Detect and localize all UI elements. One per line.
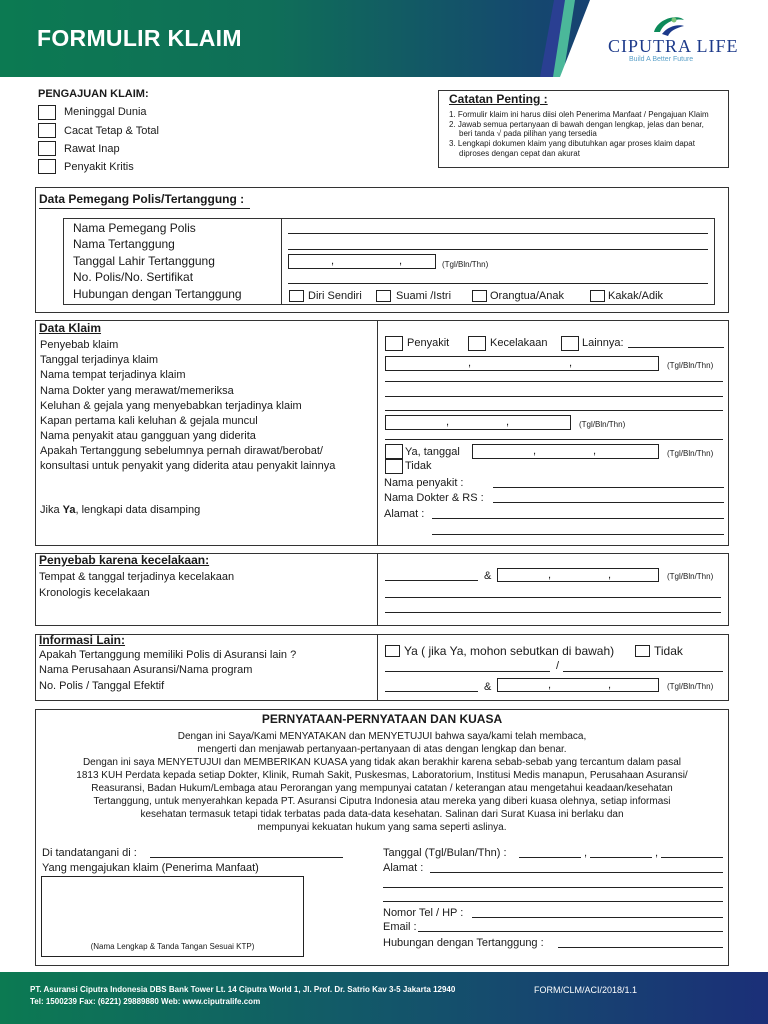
program-name-input[interactable] bbox=[563, 671, 723, 672]
phone-label: Nomor Tel / HP : bbox=[383, 907, 464, 919]
checkbox-penyakit-kritis[interactable] bbox=[38, 159, 56, 174]
statement-line: Tertanggung, untuk menyerahkan kepada PT. Asuransi Ciputra Indonesia atau mereka yang diberi kuasa olehnya, setiap informasi bbox=[93, 796, 671, 807]
date-hint: (Tgl/Bln/Thn) bbox=[667, 449, 714, 458]
signed-at-label: Di tandatangani di : bbox=[42, 847, 137, 859]
option-label: Meninggal Dunia bbox=[64, 106, 147, 118]
field-label: Nama Pemegang Polis bbox=[73, 221, 196, 235]
sign-month-input[interactable] bbox=[590, 857, 652, 858]
submitted-by-label: Yang mengajukan klaim (Penerima Manfaat) bbox=[42, 862, 259, 874]
comma: , bbox=[655, 847, 659, 859]
no-label: Tidak bbox=[654, 644, 683, 658]
claim-field-label: Keluhan & gejala yang menyebabkan terjadinya klaim bbox=[40, 400, 302, 412]
accident-field-label: Kronologis kecelakaan bbox=[39, 587, 150, 599]
yes-date-label: Ya, tanggal bbox=[405, 446, 460, 458]
logo-tagline: Build A Better Future bbox=[629, 56, 694, 63]
date-hint: (Tgl/Bln/Thn) bbox=[667, 361, 714, 370]
checkbox-other-policy-no[interactable] bbox=[635, 645, 650, 657]
statement-line: mengerti dan menjawab pertanyaan-pertanyaan di atas dengan lengkap dan benar. bbox=[197, 744, 567, 755]
claim-field-label: Nama tempat terjadinya klaim bbox=[40, 369, 186, 381]
statement-line: Dengan ini saya MENYETUJUI dan MEMBERIKAN KUASA yang tidak akan berakhir karena sebab-sebab yang tercantum dalam pasal bbox=[82, 757, 682, 768]
disease-name-label: Nama penyakit : bbox=[384, 477, 464, 489]
insurer-name-input[interactable] bbox=[385, 671, 550, 672]
field-label: Hubungan dengan Tertanggung bbox=[73, 287, 242, 301]
notes-title: Catatan Penting : bbox=[449, 92, 548, 106]
divider bbox=[377, 320, 378, 546]
amp: & bbox=[484, 681, 492, 693]
insured-name-input[interactable] bbox=[288, 249, 708, 250]
claim-place-input[interactable] bbox=[385, 381, 723, 382]
ciputra-logo-icon bbox=[648, 12, 688, 38]
doctor-rs-label: Nama Dokter & RS : bbox=[384, 492, 484, 504]
effective-date-input[interactable]: , , bbox=[497, 678, 659, 692]
claim-note: Jika Ya, lengkapi data disamping bbox=[40, 504, 201, 516]
accident-heading: Penyebab karena kecelakaan: bbox=[39, 553, 210, 567]
claim-field-label: Tanggal terjadinya klaim bbox=[40, 354, 159, 366]
claim-field-label: Nama Dokter yang merawat/memeriksa bbox=[40, 385, 234, 397]
cause-other-input[interactable] bbox=[628, 347, 724, 348]
checkbox-cause-accident[interactable] bbox=[468, 336, 486, 351]
checkbox-self[interactable] bbox=[289, 290, 304, 302]
relation-input[interactable] bbox=[558, 947, 723, 948]
signed-at-input[interactable] bbox=[150, 857, 343, 858]
checkbox-cacat-tetap[interactable] bbox=[38, 123, 56, 138]
cause-label: Lainnya: bbox=[582, 337, 624, 349]
policy-holder-name-input[interactable] bbox=[288, 233, 708, 234]
note-item: 1. Formulir klaim ini harus diisi oleh Penerima Manfaat / Pengajuan Klaim bbox=[449, 110, 709, 119]
footer-contact: Tel: 1500239 Fax: (6221) 29889880 Web: www.ciputralife.com bbox=[30, 997, 261, 1006]
option-label: Cacat Tetap & Total bbox=[64, 125, 159, 137]
sign-day-input[interactable] bbox=[519, 857, 581, 858]
statement-line: kesehatan termasuk tetapi tidak terbatas pada data-data kesehatan. Salinan dari Surat Kuasa ini berlaku dan bbox=[140, 809, 624, 820]
symptoms-input[interactable] bbox=[385, 410, 723, 411]
prior-treatment-date-input[interactable]: , , bbox=[472, 444, 659, 459]
note-item: diproses dengan cepat dan akurat bbox=[459, 149, 580, 158]
policy-heading: Data Pemegang Polis/Tertanggung : bbox=[39, 192, 245, 206]
claim-field-label: Kapan pertama kali keluhan & gejala muncul bbox=[40, 415, 258, 427]
checkbox-rawat-inap[interactable] bbox=[38, 141, 56, 156]
other-field-label: No. Polis / Tanggal Efektif bbox=[39, 680, 165, 692]
statement-title: PERNYATAAN-PERNYATAAN DAN KUASA bbox=[261, 712, 503, 726]
phone-input[interactable] bbox=[472, 917, 723, 918]
address-input-2[interactable] bbox=[383, 887, 723, 888]
claim-field-label: Apakah Tertanggung sebelumnya pernah dirawat/berobat/ bbox=[40, 445, 323, 457]
address-input-3[interactable] bbox=[383, 901, 723, 902]
disease-name-input[interactable] bbox=[385, 439, 723, 440]
relation-label: Hubungan dengan Tertanggung : bbox=[383, 937, 544, 949]
other-field-label: Apakah Tertanggung memiliki Polis di Asuransi lain ? bbox=[39, 649, 297, 661]
prior-address-input-2[interactable] bbox=[432, 534, 724, 535]
note-item: 2. Jawab semua pertanyaan di bawah dengan lengkap, jelas dan benar, bbox=[449, 120, 704, 129]
claim-field-label: Penyebab klaim bbox=[40, 339, 119, 351]
divider bbox=[377, 634, 378, 701]
relation-label: Suami /Istri bbox=[396, 290, 452, 302]
form-code: FORM/CLM/ACI/2018/1.1 bbox=[534, 985, 638, 995]
logo-wordmark: CIPUTRA LIFE bbox=[608, 36, 739, 56]
sign-year-input[interactable] bbox=[661, 857, 723, 858]
date-hint: (Tgl/Bln/Thn) bbox=[442, 260, 489, 269]
divider bbox=[377, 553, 378, 626]
accident-place-input[interactable] bbox=[385, 580, 478, 581]
checkbox-parent-child[interactable] bbox=[472, 290, 487, 302]
signature-box[interactable] bbox=[41, 876, 304, 957]
field-label: Nama Tertanggung bbox=[73, 237, 175, 251]
statement-line: Reasuransi, Badan Hukum/Lembaga atau Perorangan yang mempunyai catatan / keterangan atau mengetahui keadaan/kesehatan bbox=[91, 783, 673, 794]
accident-date-input[interactable]: , , bbox=[497, 568, 659, 582]
no-label: Tidak bbox=[405, 460, 432, 472]
prior-address-input[interactable] bbox=[432, 518, 724, 519]
address-label: Alamat : bbox=[384, 508, 425, 520]
claim-field-label: konsultasi untuk penyakit yang diderita atau penyakit lainnya bbox=[40, 460, 336, 472]
checkbox-prior-treatment-no[interactable] bbox=[385, 459, 403, 474]
relation-label: Kakak/Adik bbox=[608, 290, 664, 302]
option-label: Rawat Inap bbox=[64, 143, 120, 155]
address-label: Alamat : bbox=[383, 862, 424, 874]
checkbox-spouse[interactable] bbox=[376, 290, 391, 302]
date-hint: (Tgl/Bln/Thn) bbox=[667, 682, 714, 691]
prior-doctor-input[interactable] bbox=[493, 502, 724, 503]
statement-line: 1813 KUH Perdata kepada setiap Dokter, Klinik, Rumah Sakit, Puskesmas, Laboratorium, Institusi Medis manapun, Perusahaan Asuransi/ bbox=[76, 770, 688, 781]
relation-label: Diri Sendiri bbox=[308, 290, 362, 302]
cause-label: Penyakit bbox=[407, 337, 450, 349]
policy-number-input[interactable] bbox=[288, 283, 708, 284]
claim-field-label: Nama penyakit atau gangguan yang diderita bbox=[40, 430, 256, 442]
submission-heading: PENGAJUAN KLAIM: bbox=[38, 88, 149, 100]
checkbox-other-policy-yes[interactable] bbox=[385, 645, 400, 657]
chronology-input-2[interactable] bbox=[385, 612, 721, 613]
claim-heading: Data Klaim bbox=[39, 321, 102, 335]
slash: / bbox=[556, 660, 560, 672]
checkbox-prior-treatment-yes[interactable] bbox=[385, 444, 403, 459]
field-label: Tanggal Lahir Tertanggung bbox=[73, 254, 215, 268]
chronology-input[interactable] bbox=[385, 597, 721, 598]
heading-underline bbox=[39, 208, 250, 209]
date-hint: (Tgl/Bln/Thn) bbox=[579, 420, 626, 429]
amp: & bbox=[484, 570, 492, 582]
note-item: 3. Lengkapi dokumen klaim yang dibutuhkan agar proses klaim dapat bbox=[449, 139, 695, 148]
yes-label: Ya ( jika Ya, mohon sebutkan di bawah) bbox=[404, 644, 615, 658]
claim-date-input[interactable]: , , bbox=[385, 356, 659, 371]
signature-caption: (Nama Lengkap & Tanda Tangan Sesuai KTP) bbox=[90, 942, 255, 951]
comma: , bbox=[584, 847, 588, 859]
statement-line: Dengan ini Saya/Kami MENYATAKAN dan MENYETUJUI bahwa saya/kami telah membaca, bbox=[177, 731, 587, 742]
date-hint: (Tgl/Bln/Thn) bbox=[667, 572, 714, 581]
note-item: beri tanda √ pada pilihan yang tersedia bbox=[459, 129, 597, 138]
email-label: Email : bbox=[383, 921, 417, 933]
checkbox-cause-other[interactable] bbox=[561, 336, 579, 351]
option-label: Penyakit Kritis bbox=[64, 161, 134, 173]
other-info-heading: Informasi Lain: bbox=[39, 633, 126, 647]
address-input[interactable] bbox=[430, 872, 723, 873]
divider bbox=[281, 218, 282, 305]
other-field-label: Nama Perusahaan Asuransi/Nama program bbox=[39, 664, 253, 676]
checkbox-sibling[interactable] bbox=[590, 290, 605, 302]
statement-line: mempunyai kekuatan hukum yang sama seperti aslinya. bbox=[257, 822, 507, 833]
prior-disease-input[interactable] bbox=[493, 487, 724, 488]
birth-date-input[interactable]: , , bbox=[288, 254, 436, 269]
form-title: FORMULIR KLAIM bbox=[37, 25, 242, 51]
important-notes-box bbox=[438, 90, 729, 168]
other-policy-number-input[interactable] bbox=[385, 691, 478, 692]
checkbox-cause-illness[interactable] bbox=[385, 336, 403, 351]
checkbox-meninggal-dunia[interactable] bbox=[38, 105, 56, 120]
footer-address: PT. Asuransi Ciputra Indonesia DBS Bank Tower Lt. 14 Ciputra World 1, Jl. Prof. Dr. Satrio Kav 3-5 Jakarta 12940 bbox=[30, 985, 456, 994]
field-label: No. Polis/No. Sertifikat bbox=[73, 270, 194, 284]
accident-field-label: Tempat & tanggal terjadinya kecelakaan bbox=[39, 571, 235, 583]
doctor-name-input[interactable] bbox=[385, 396, 723, 397]
symptom-start-date-input[interactable]: , , bbox=[385, 415, 571, 430]
header-banner bbox=[0, 0, 768, 77]
email-input[interactable] bbox=[418, 931, 723, 932]
relation-label: Orangtua/Anak bbox=[490, 290, 564, 302]
date-label: Tanggal (Tgl/Bulan/Thn) : bbox=[383, 847, 507, 859]
cause-label: Kecelakaan bbox=[490, 337, 548, 349]
